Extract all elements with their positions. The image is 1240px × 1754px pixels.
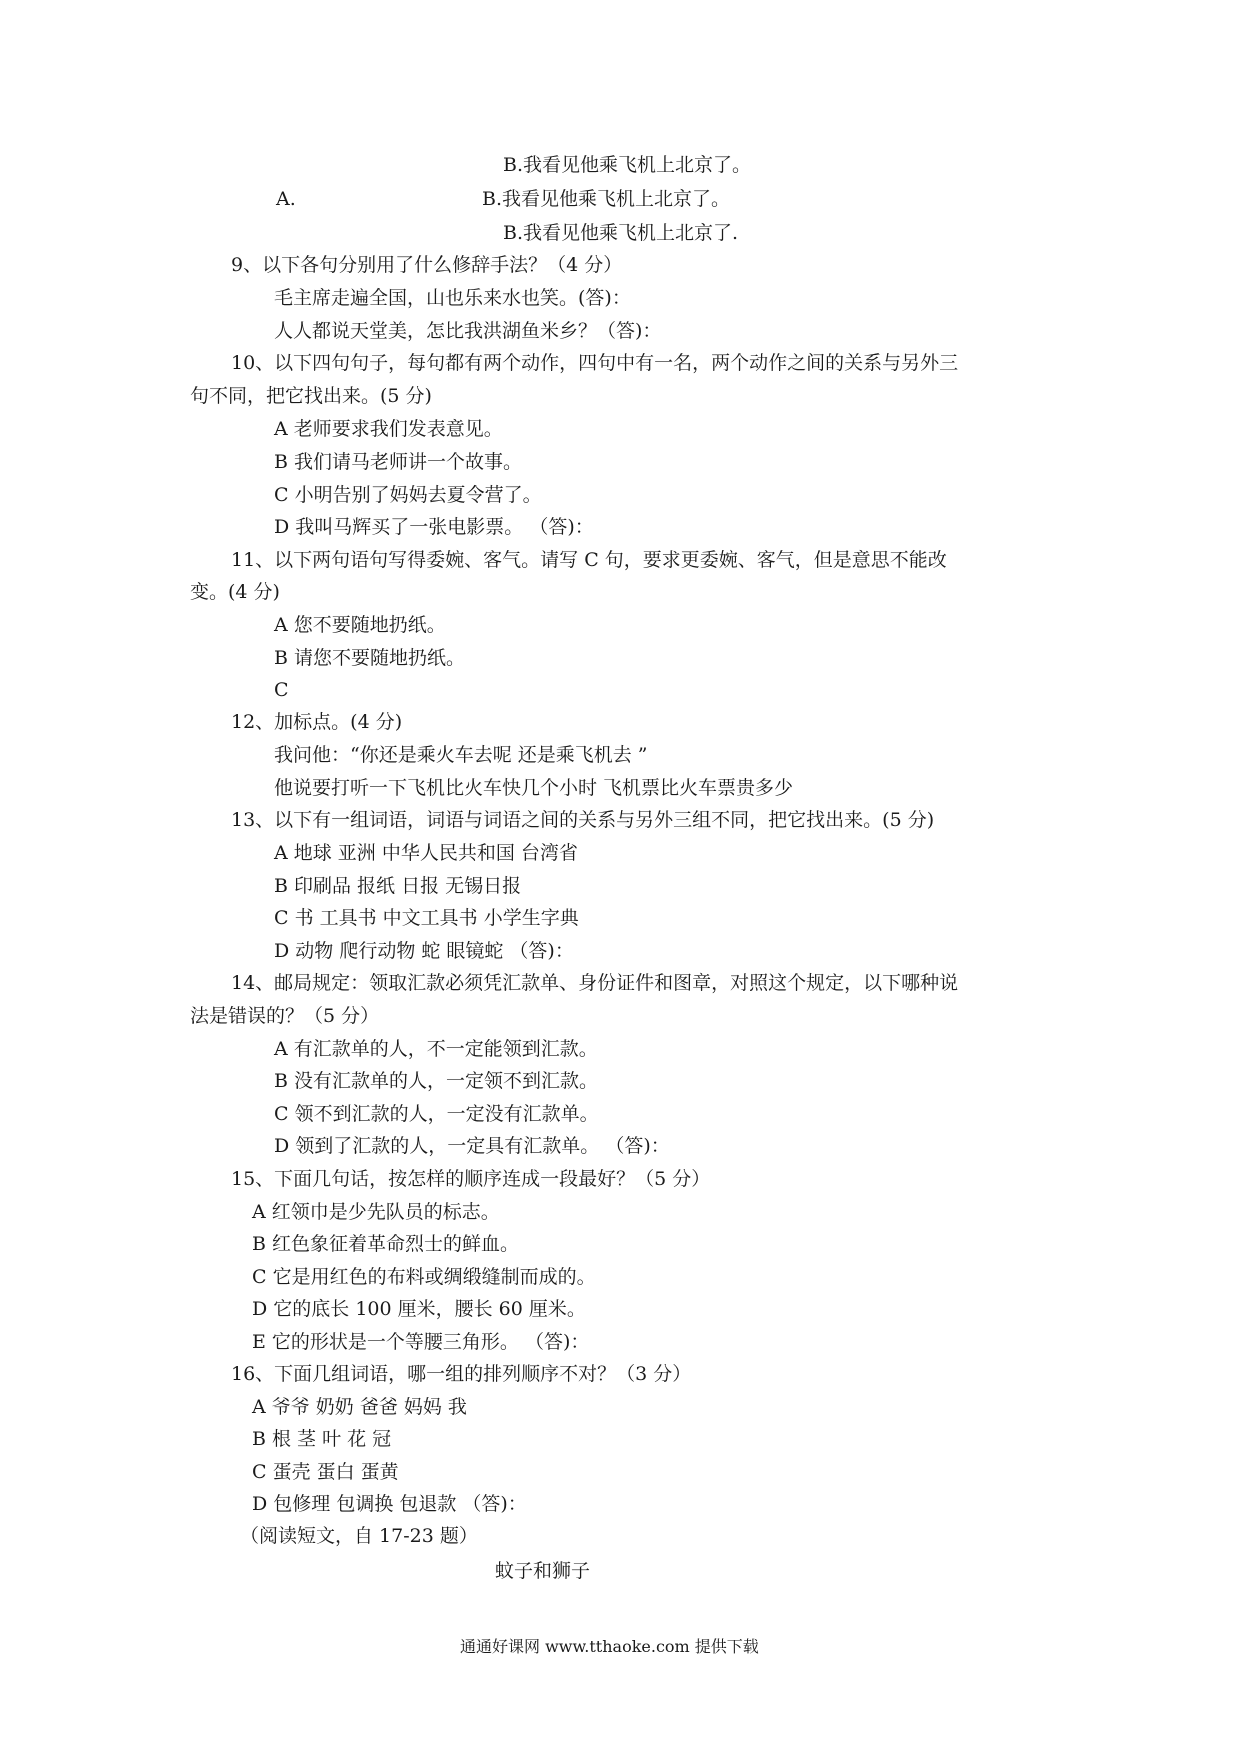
q11-option: A 您不要随地扔纸。 [274,614,446,636]
q11-option: C [274,679,289,701]
q11-option: B 请您不要随地扔纸。 [274,647,466,669]
q8-option-line-2: B.我看见他乘飞机上北京了。 [482,188,731,210]
q8-option-label-a: A. [276,188,296,210]
q9-item: 人人都说天堂美，怎比我洪湖鱼米乡？（答)： [274,320,662,342]
q13-stem: 13、以下有一组词语，词语与词语之间的关系与另外三组不同，把它找出来。(5 分) [231,809,935,831]
q14-option: D 领到了汇款的人，一定具有汇款单。 （答)： [274,1135,670,1157]
q14-option: A 有汇款单的人，不一定能领到汇款。 [274,1038,598,1060]
q14-option: B 没有汇款单的人，一定领不到汇款。 [274,1070,599,1092]
q15-option: D 它的底长 100 厘米，腰长 60 厘米。 [252,1298,586,1320]
q13-option: D 动物 爬行动物 蛇 眼镜蛇 （答)： [274,940,574,962]
q15-option: E 它的形状是一个等腰三角形。 （答)： [252,1331,590,1353]
q10-option: A 老师要求我们发表意见。 [274,418,503,440]
q12-stem: 12、加标点。(4 分) [231,711,403,733]
q14-stem-line-1: 14、邮局规定：领取汇款必须凭汇款单、身份证件和图章，对照这个规定，以下哪种说 [231,972,959,994]
q10-option: D 我叫马辉买了一张电影票。 （答)： [274,516,594,538]
page-footer: 通通好课网 www.tthaoke.com 提供下载 [460,1637,759,1656]
q16-option: A 爷爷 奶奶 爸爸 妈妈 我 [252,1396,467,1418]
q13-option: C 书 工具书 中文工具书 小学生字典 [274,907,579,929]
q15-option: C 它是用红色的布料或绸缎缝制而成的。 [252,1266,596,1288]
q16-option: B 根 茎 叶 花 冠 [252,1428,392,1450]
q11-stem-line-1: 11、以下两句语句写得委婉、客气。请写 C 句，要求更委婉、客气，但是意思不能改 [231,549,947,571]
q16-stem: 16、下面几组词语，哪一组的排列顺序不对？（3 分） [231,1363,692,1385]
q15-stem: 15、下面几句话，按怎样的顺序连成一段最好？（5 分） [231,1168,711,1190]
q9-stem: 9、以下各句分别用了什么修辞手法？（4 分） [231,254,623,276]
q13-option: B 印刷品 报纸 日报 无锡日报 [274,875,522,897]
q8-option-line-1: B.我看见他乘飞机上北京了。 [503,154,752,176]
q14-option: C 领不到汇款的人，一定没有汇款单。 [274,1103,599,1125]
q8-option-line-3: B.我看见他乘飞机上北京了. [503,222,739,244]
q14-stem-line-2: 法是错误的？（5 分） [190,1005,380,1027]
q16-option: C 蛋壳 蛋白 蛋黄 [252,1461,399,1483]
q10-option: C 小明告别了妈妈去夏令营了。 [274,484,542,506]
passage-title: 蚊子和狮子 [495,1560,591,1582]
q9-item: 毛主席走遍全国，山也乐来水也笑。(答)： [274,287,631,309]
q10-stem-line-1: 10、以下四句句子，每句都有两个动作，四句中有一名，两个动作之间的关系与另外三 [231,352,959,374]
q12-line: 我问他：“你还是乘火车去呢 还是乘飞机去 ” [274,744,648,766]
q15-option: A 红领巾是少先队员的标志。 [252,1201,500,1223]
q13-option: A 地球 亚洲 中华人民共和国 台湾省 [274,842,578,864]
q12-line: 他说要打听一下飞机比火车快几个小时 飞机票比火车票贵多少 [274,777,794,799]
q11-stem-line-2: 变。(4 分) [190,581,280,603]
reading-instruction: （阅读短文，自 17-23 题） [240,1525,478,1547]
q10-option: B 我们请马老师讲一个故事。 [274,451,523,473]
q15-option: B 红色象征着革命烈士的鲜血。 [252,1233,520,1255]
q16-option: D 包修理 包调换 包退款 （答)： [252,1493,527,1515]
q10-stem-line-2: 句不同，把它找出来。(5 分) [190,385,432,407]
